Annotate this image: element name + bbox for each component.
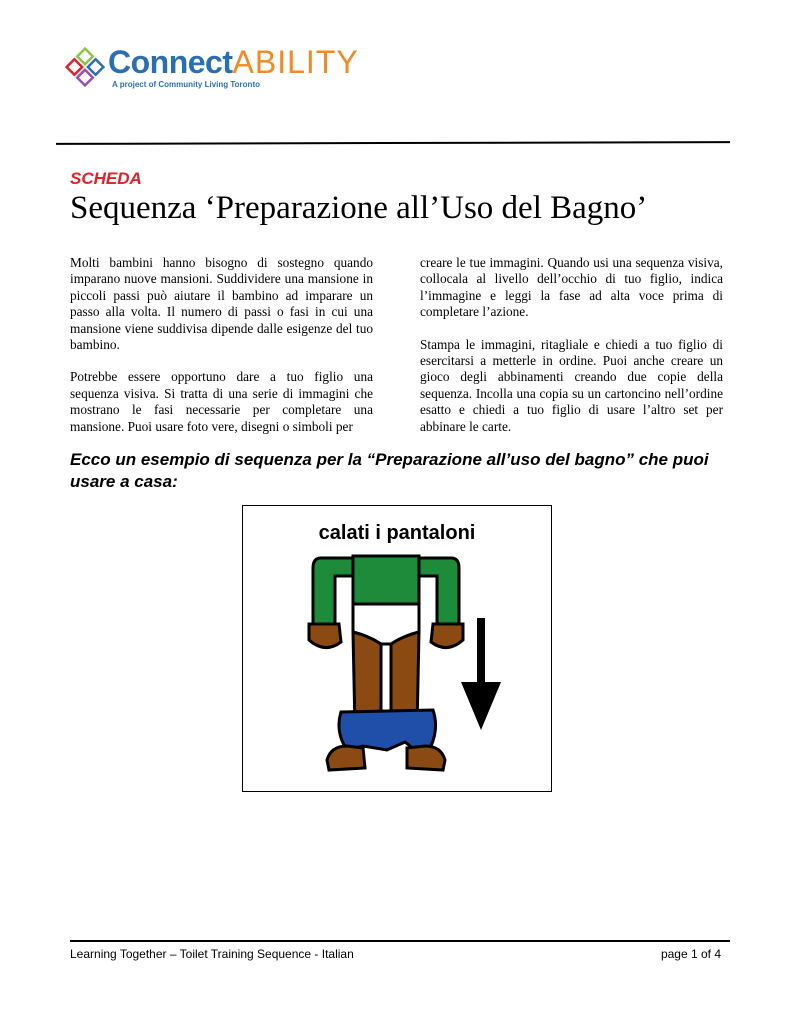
card-label: calati i pantaloni: [318, 522, 476, 544]
footer-divider: [70, 940, 730, 942]
footer-document-title: Learning Together – Toilet Training Sequence - Italian: [70, 947, 354, 961]
paragraph: Molti bambini hanno bisogno di sostegno quando imparano nuove mansioni. Suddividere una mansione in piccoli passi può aiutare il bambino ad imparare un passo alla volta. Il numero di passi o fasi in cui una mansione viene suddivisa dipende dalle esigenze del tuo bambino.: [70, 255, 373, 353]
page-title: Sequenza ‘Preparazione all’Uso del Bagno’: [70, 190, 648, 226]
body-column-left: [70, 255, 373, 451]
kicker-label: SCHEDA: [70, 169, 142, 188]
connectability-logo-icon: [64, 46, 106, 88]
paragraph: creare le tue immagini. Quando usi una sequenza visiva, collocala al livello dell’occhio di tuo figlio, indica l’immagine e leggi la fase ad alta voce prima di completare l’azione.: [420, 255, 723, 320]
logo-brand-connect: Connect: [108, 44, 233, 80]
paragraph: Stampa le immagini, ritagliale e chiedi a tuo figlio di esercitarsi a metterle in ordine. Puoi anche creare un gioco degli abbinamenti creando due copie della sequenza. Incolla una copia su un cartoncino nell’ordine esatto e chiedi a tuo figlio di usare l’altro set per abbinare le carte.: [420, 336, 723, 434]
body-column-right: [420, 255, 723, 451]
footer-page-number: page 1 of 4: [660, 947, 721, 961]
logo-tagline: A project of Community Living Toronto: [112, 80, 260, 89]
connectability-logo: [64, 46, 364, 96]
logo-brand-ability: ABILITY: [232, 44, 359, 80]
example-heading: Ecco un esempio di sequenza per la “Preparazione all’uso del bagno” che puoi usare a casa:: [70, 450, 709, 491]
paragraph: Potrebbe essere opportuno dare a tuo figlio una sequenza visiva. Si tratta di una serie di immagini che mostrano le fasi necessarie per completare una mansione. Puoi usare foto vere, disegni o simboli per: [70, 369, 373, 434]
header-divider: [56, 141, 730, 145]
sequence-card: [242, 505, 552, 792]
pull-down-pants-pictogram-icon: [243, 506, 550, 790]
